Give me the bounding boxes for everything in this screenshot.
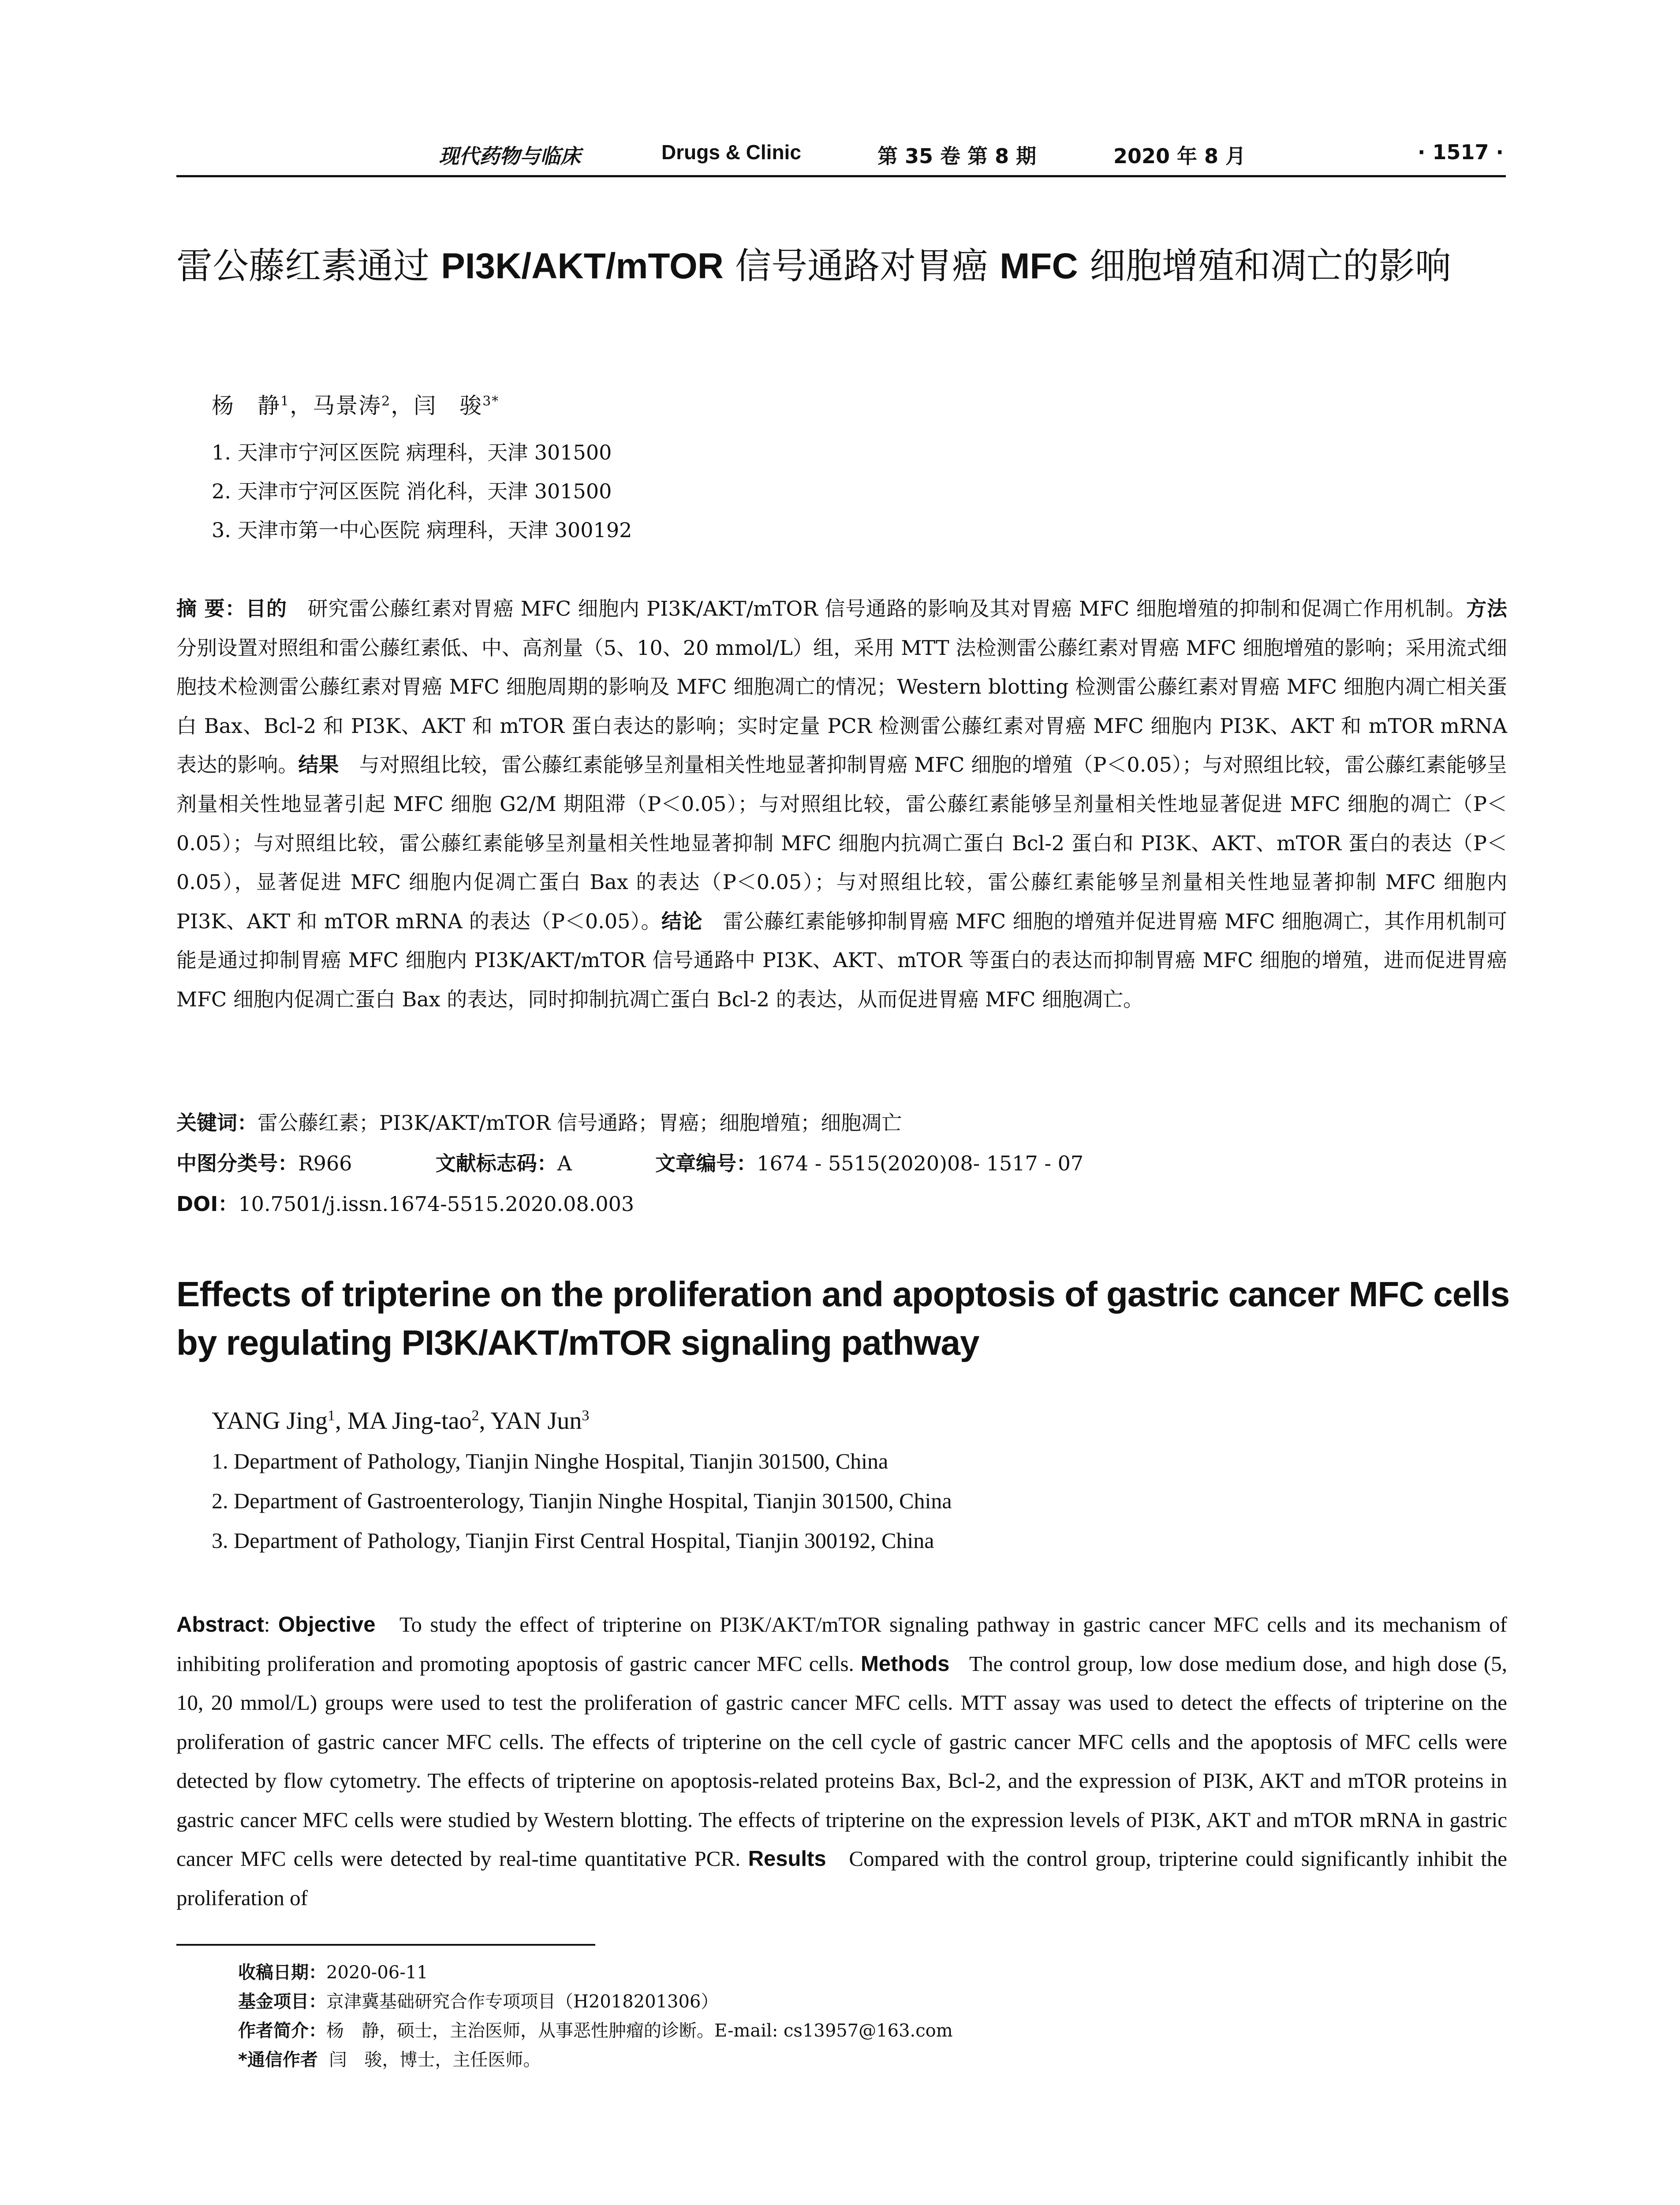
title-cn-text: PI3K/AKT/mTOR bbox=[441, 246, 724, 286]
footnotes bbox=[238, 1958, 1508, 2074]
section-label: Objective bbox=[278, 1613, 376, 1637]
section-label: Methods bbox=[860, 1652, 950, 1676]
abstract-text: 分别设置对照组和雷公藤红素低、中、高剂量（5、10、20 mmol/L）组，采用 MTT 法检测雷公藤红素对胃癌 MFC 细胞增殖的影响；采用流式细胞技术检测雷公藤红素对胃癌 MFC 细胞周期的影响及 MFC 细胞凋亡的情况；Western blotting 检测雷公藤红素对胃癌 MFC 细胞内凋亡相关蛋白 Bax、Bcl-2 和 PI3K、AKT 和 mTOR 蛋白表达的影响；实时定量 PCR 检测雷公藤红素对胃癌 MFC 细胞内 PI3K、AKT 和 mTOR mRNA 表达的影响。 bbox=[176, 635, 1507, 777]
journal-name-cn: 现代药物与临床 bbox=[439, 144, 581, 168]
footnote-label: 作者简介： bbox=[238, 2021, 326, 2041]
page-number: · 1517 · bbox=[1417, 140, 1504, 164]
journal-name-en: Drugs & Clinic bbox=[661, 141, 801, 164]
footnote-label: 基金项目： bbox=[238, 1992, 326, 2012]
author-affiliation-mark: 3* bbox=[482, 393, 500, 409]
author-name: 杨 静 bbox=[212, 393, 280, 419]
author-affiliation-mark: 2 bbox=[471, 1407, 479, 1424]
abstract-text: 与对照组比较，雷公藤红素能够呈剂量相关性地显著抑制胃癌 MFC 细胞的增殖（P＜0.05）；与对照组比较，雷公藤红素能够呈剂量相关性地显著引起 MFC 细胞 G2/M 期阻滞（P＜0.05）；与对照组比较，雷公藤红素能够呈剂量相关性地显著促进 MFC 细胞的凋亡（P＜0.05）；与对照组比较，雷公藤红素能够呈剂量相关性地显著抑制 MFC 细胞内抗凋亡蛋白 Bcl-2 蛋白和 PI3K、AKT、mTOR 蛋白的表达（P＜0.05），显著促进 MFC 细胞内促凋亡蛋白 Bax 的表达（P＜0.05）；与对照组比较，雷公藤红素能够呈剂量相关性地显著抑制 MFC 细胞内 PI3K、AKT 和 mTOR mRNA 的表达（P＜0.05）。 bbox=[176, 753, 1508, 933]
author-name: 马景涛 bbox=[313, 393, 382, 419]
doi-label: DOI： bbox=[176, 1192, 239, 1216]
doc-code-label: 文献标志码： bbox=[435, 1151, 557, 1175]
affiliation: 1. Department of Pathology, Tianjin Ninghe Hospital, Tianjin 301500, China bbox=[212, 1449, 889, 1473]
clc-value: R966 bbox=[298, 1151, 352, 1175]
footnote-fund bbox=[238, 1987, 1508, 2016]
abstract-text: Compared with the control group, tripterine could significantly inhibit the proliferation of bbox=[176, 1846, 1508, 1910]
abstract-text: The control group, low dose medium dose, and high dose (5, 10, 20 mmol/L) groups were used to test the proliferation of gastric cancer MFC cells. MTT assay was used to detect the effects of tripterine on the proliferation of gastric cancer MFC cells. The effects of tripterine on the cell cycle of gastric cancer MFC cells and the apoptosis of MFC cells were detected by flow cytometry. The effects of tripterine on apoptosis-related proteins Bax, Bcl-2, and the expression of PI3K, AKT and mTOR proteins in gastric cancer MFC cells were studied by Western blotting. The effects of tripterine on the expression levels of PI3K, AKT and mTOR mRNA in gastric cancer MFC cells were detected by real-time quantitative PCR. bbox=[176, 1651, 1508, 1871]
footnote-text: 2020-06-11 bbox=[326, 1962, 428, 1983]
article-number-label: 文章编号： bbox=[655, 1151, 757, 1175]
author-name: 闫 骏 bbox=[414, 393, 483, 419]
doc-code-value: A bbox=[557, 1151, 572, 1175]
footnote-author-bio bbox=[238, 2016, 1508, 2045]
title-en: Effects of tripterine on the proliferation and apoptosis of gastric cancer MFC cells by regulating PI3K/AKT/mTOR signaling pathway bbox=[176, 1274, 1510, 1362]
keywords-cn bbox=[176, 1107, 902, 1136]
classification-line bbox=[176, 1147, 1083, 1177]
footnote-text: 杨 静，硕士，主治医师，从事恶性肿瘤的诊断。E-mail: cs13957@163.com bbox=[326, 2021, 953, 2041]
section-label: Results bbox=[748, 1847, 826, 1871]
title-cn bbox=[176, 242, 1512, 291]
article-number-value: 1674 - 5515(2020)08- 1517 - 07 bbox=[757, 1151, 1084, 1175]
keywords-text: 雷公藤红素；PI3K/AKT/mTOR 信号通路；胃癌；细胞增殖；细胞凋亡 bbox=[258, 1111, 902, 1135]
footnote-received bbox=[238, 1958, 1508, 1987]
affiliation: 2. Department of Gastroenterology, Tianjin Ninghe Hospital, Tianjin 301500, China bbox=[212, 1488, 952, 1513]
footnote-label: *通信作者 bbox=[238, 2050, 318, 2070]
title-cn-text: MFC bbox=[1000, 246, 1078, 286]
author-affiliation-mark: 1 bbox=[280, 393, 290, 409]
author-name: YAN Jun bbox=[490, 1407, 582, 1435]
abstract-text: 雷公藤红素能够抑制胃癌 MFC 细胞的增殖并促进胃癌 MFC 细胞凋亡，其作用机制可能是通过抑制胃癌 MFC 细胞内 PI3K/AKT/mTOR 信号通路中 PI3K、AKT、mTOR 等蛋白的表达而抑制胃癌 MFC 细胞的增殖，进而促进胃癌 MFC 细胞内促凋亡蛋白 Bax 的表达，同时抑制抗凋亡蛋白 Bcl-2 的表达，从而促进胃癌 MFC 细胞凋亡。 bbox=[176, 909, 1507, 1011]
doi-line bbox=[176, 1188, 634, 1217]
author-affiliation-mark: 3 bbox=[582, 1407, 590, 1424]
section-label: 目的 bbox=[246, 597, 287, 620]
abstract-label: 摘 要： bbox=[176, 597, 246, 620]
abstract-en: Abstract: Objective To study the effect of tripterine on PI3K/AKT/mTOR signaling pathway in gastric cancer MFC cells and its mechanism of inhibiting proliferation and promoting apoptosis of gastric cancer MFC cells. Methods The control group, low dose medium dose, and high dose (5, 10, 20 mmol/L) groups were used to test the proliferation of gastric cancer MFC cells. MTT assay was used to detect the effects of tripterine on the proliferation of gastric cancer MFC cells. The effects of tripterine on the cell cycle of gastric cancer MFC cells and the apoptosis of MFC cells were detected by flow cytometry. The effects of tripterine on apoptosis-related proteins Bax, Bcl-2, and the expression of PI3K, AKT and mTOR proteins in gastric cancer MFC cells were studied by Western blotting. The effects of tripterine on the expression levels of PI3K, AKT and mTOR mRNA in gastric cancer MFC cells were detected by real-time quantitative PCR. Results Compared with the control group, tripterine could significantly inhibit the proliferation of bbox=[176, 1612, 1508, 1910]
affiliations-en bbox=[212, 1441, 1490, 1560]
affiliations-cn bbox=[212, 433, 1490, 549]
footnote-text: 闫 骏，博士，主任医师。 bbox=[329, 2050, 541, 2070]
title-cn-text: 信号通路对胃癌 bbox=[723, 245, 1000, 287]
affiliation: 3. 天津市第一中心医院 病理科，天津 300192 bbox=[212, 518, 632, 542]
section-label: 结果 bbox=[298, 753, 339, 777]
section-label: 方法 bbox=[1466, 597, 1508, 620]
title-cn-text: 雷公藤红素通过 bbox=[176, 245, 441, 287]
affiliation: 2. 天津市宁河区医院 消化科，天津 301500 bbox=[212, 479, 612, 503]
running-header bbox=[176, 140, 1504, 171]
footnote-label: 收稿日期： bbox=[238, 1962, 326, 1983]
keywords-label: 关键词： bbox=[176, 1111, 258, 1135]
abstract-text: 研究雷公藤红素对胃癌 MFC 细胞内 PI3K/AKT/mTOR 信号通路的影响及其对胃癌 MFC 细胞增殖的抑制和促凋亡作用机制。 bbox=[307, 597, 1467, 620]
volume-issue: 第 35 卷 第 8 期 bbox=[877, 144, 1037, 168]
author-name: MA Jing-tao bbox=[347, 1407, 472, 1435]
abstract-cn bbox=[176, 589, 1507, 1019]
author-name: YANG Jing bbox=[212, 1407, 328, 1435]
clc-label: 中图分类号： bbox=[176, 1151, 298, 1175]
doi-value[interactable]: 10.7501/j.issn.1674-5515.2020.08.003 bbox=[238, 1192, 635, 1216]
header-rule bbox=[176, 175, 1506, 177]
footnote-corresponding bbox=[238, 2045, 1508, 2074]
affiliation: 3. Department of Pathology, Tianjin First Central Hospital, Tianjin 300192, China bbox=[212, 1528, 934, 1553]
footnote-rule bbox=[176, 1944, 595, 1946]
footnote-text: 京津冀基础研究合作专项项目（H2018201306） bbox=[326, 1992, 719, 2012]
author-affiliation-mark: 1 bbox=[327, 1407, 335, 1424]
title-cn-text: 细胞增殖和凋亡的影响 bbox=[1078, 245, 1451, 287]
authors-cn: 杨 静$^1$，马景涛$^2$，闫 骏$^{3*}$ bbox=[212, 393, 500, 419]
authors-en: YANG Jing$^1$, MA Jing-tao$^2$, YAN Jun$^3$ bbox=[212, 1407, 590, 1435]
abstract-text: To study the effect of tripterine on PI3K/AKT/mTOR signaling pathway in gastric cancer MFC cells and its mechanism of inhibiting proliferation and promoting apoptosis of gastric cancer MFC cells. bbox=[176, 1612, 1507, 1676]
affiliation: 1. 天津市宁河区医院 病理科，天津 301500 bbox=[212, 441, 612, 464]
abstract-label: Abstract bbox=[176, 1613, 264, 1637]
section-label: 结论 bbox=[661, 909, 703, 933]
issue-date: 2020 年 8 月 bbox=[1113, 144, 1246, 168]
author-affiliation-mark: 2 bbox=[381, 393, 391, 409]
